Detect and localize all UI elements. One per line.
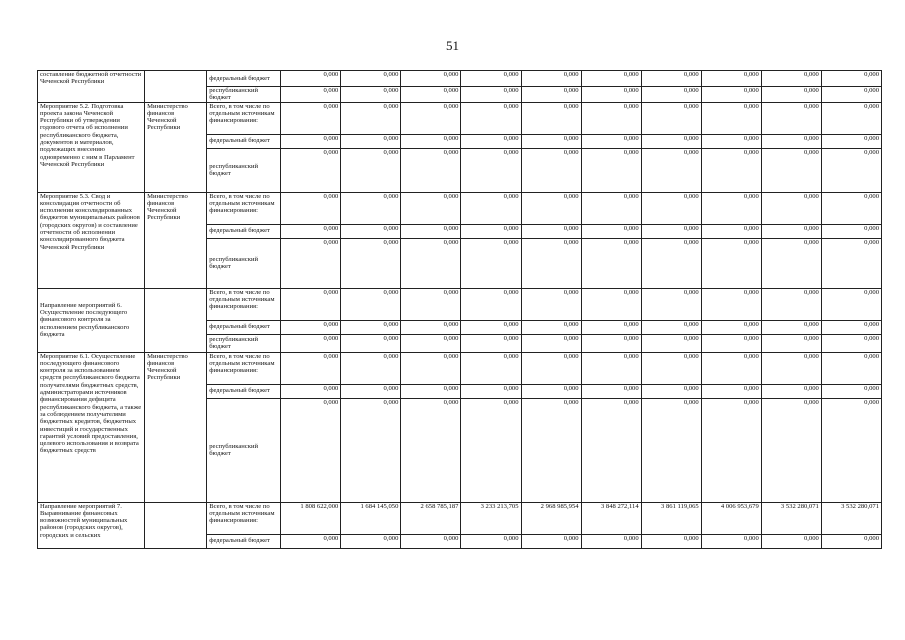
amount-cell: 0,000: [401, 224, 461, 238]
activity-name: Направление мероприятий 7. Выравнивание финансовых возможностей муниципальных районов (городских округов), городских и сельских: [38, 502, 145, 548]
amount-cell: 0,000: [401, 534, 461, 548]
activity-name: Мероприятие 5.3. Свод и консолидация отчетности об исполнении консолидированных бюджетов муниципальных районов (городских округов) и составление отчетности об исполнении консолидированного бюджета Чеченской Республики: [38, 192, 145, 288]
executor: [145, 502, 207, 548]
amount-cell: 0,000: [581, 352, 641, 384]
amount-cell: 0,000: [521, 320, 581, 334]
amount-cell: 0,000: [641, 320, 701, 334]
amount-cell: 0,000: [581, 534, 641, 548]
amount-cell: 0,000: [641, 87, 701, 103]
amount-cell: 0,000: [821, 148, 881, 192]
amount-cell: 0,000: [281, 384, 341, 398]
funding-source: федеральный бюджет: [207, 384, 281, 398]
executor: [145, 288, 207, 352]
amount-cell: 0,000: [341, 87, 401, 103]
page-number: 51: [446, 38, 459, 53]
amount-cell: 0,000: [821, 224, 881, 238]
amount-cell: 0,000: [821, 102, 881, 134]
amount-cell: 0,000: [401, 134, 461, 148]
amount-cell: 0,000: [521, 192, 581, 224]
amount-cell: 0,000: [761, 87, 821, 103]
amount-cell: 0,000: [341, 534, 401, 548]
amount-cell: 0,000: [521, 134, 581, 148]
amount-cell: 0,000: [521, 398, 581, 502]
amount-cell: 0,000: [761, 148, 821, 192]
budget-table: [37, 70, 882, 549]
amount-cell: 0,000: [761, 71, 821, 87]
amount-cell: 0,000: [521, 352, 581, 384]
amount-cell: 4 006 953,679: [701, 502, 761, 534]
table-row: [38, 352, 882, 384]
amount-cell: 3 861 119,065: [641, 502, 701, 534]
amount-cell: 0,000: [281, 224, 341, 238]
amount-cell: 0,000: [581, 224, 641, 238]
amount-cell: 0,000: [761, 398, 821, 502]
executor: Министерство финансов Чеченской Республики: [145, 192, 207, 288]
amount-cell: 0,000: [701, 352, 761, 384]
amount-cell: 0,000: [581, 320, 641, 334]
amount-cell: 0,000: [581, 134, 641, 148]
amount-cell: 0,000: [521, 288, 581, 320]
funding-source: Всего, в том числе по отдельным источникам финансирования:: [207, 192, 281, 224]
amount-cell: 0,000: [641, 534, 701, 548]
amount-cell: 0,000: [461, 102, 521, 134]
amount-cell: 0,000: [281, 534, 341, 548]
amount-cell: 0,000: [401, 334, 461, 352]
amount-cell: 0,000: [821, 352, 881, 384]
amount-cell: 0,000: [641, 238, 701, 288]
table-row: [38, 192, 882, 224]
amount-cell: 0,000: [461, 320, 521, 334]
amount-cell: 0,000: [821, 288, 881, 320]
amount-cell: 0,000: [461, 334, 521, 352]
amount-cell: 0,000: [281, 102, 341, 134]
amount-cell: 0,000: [761, 224, 821, 238]
amount-cell: 0,000: [461, 71, 521, 87]
table-row: [38, 102, 882, 134]
amount-cell: 0,000: [641, 224, 701, 238]
amount-cell: 0,000: [281, 238, 341, 288]
amount-cell: 0,000: [821, 71, 881, 87]
amount-cell: 0,000: [701, 87, 761, 103]
amount-cell: 0,000: [341, 134, 401, 148]
amount-cell: 0,000: [701, 398, 761, 502]
amount-cell: 0,000: [341, 398, 401, 502]
funding-source: федеральный бюджет: [207, 534, 281, 548]
amount-cell: 0,000: [581, 71, 641, 87]
amount-cell: 0,000: [281, 398, 341, 502]
funding-source: республиканский бюджет: [207, 148, 281, 192]
amount-cell: 0,000: [641, 192, 701, 224]
amount-cell: 0,000: [461, 238, 521, 288]
amount-cell: 0,000: [281, 334, 341, 352]
amount-cell: 0,000: [821, 384, 881, 398]
activity-name: Мероприятие 6.1. Осуществление последующего финансового контроля за использованием средств республиканского бюджета получателями бюджетных средств, администраторами источников финансирования дефицита республиканского бюджета, а также за соблюдением получателями бюджетных кредитов, бюджетных инвестиций и государственных гарантий условий предоставления, целевого использования и возврата бюджетных средств: [38, 352, 145, 502]
amount-cell: 0,000: [641, 334, 701, 352]
amount-cell: 0,000: [521, 238, 581, 288]
amount-cell: 0,000: [761, 192, 821, 224]
amount-cell: 0,000: [761, 352, 821, 384]
amount-cell: 0,000: [581, 288, 641, 320]
amount-cell: 0,000: [821, 320, 881, 334]
amount-cell: 0,000: [461, 534, 521, 548]
amount-cell: 0,000: [341, 71, 401, 87]
amount-cell: 0,000: [401, 320, 461, 334]
amount-cell: 0,000: [461, 192, 521, 224]
amount-cell: 0,000: [701, 192, 761, 224]
amount-cell: 0,000: [701, 238, 761, 288]
amount-cell: 0,000: [461, 352, 521, 384]
amount-cell: 2 658 785,187: [401, 502, 461, 534]
amount-cell: 0,000: [581, 384, 641, 398]
executor: Министерство финансов Чеченской Республики: [145, 102, 207, 192]
amount-cell: 0,000: [761, 384, 821, 398]
amount-cell: 0,000: [401, 384, 461, 398]
amount-cell: 0,000: [701, 534, 761, 548]
amount-cell: 0,000: [461, 134, 521, 148]
table-row: [38, 288, 882, 320]
amount-cell: 2 968 985,954: [521, 502, 581, 534]
amount-cell: 0,000: [821, 398, 881, 502]
amount-cell: 0,000: [461, 384, 521, 398]
amount-cell: 0,000: [701, 334, 761, 352]
amount-cell: 0,000: [401, 71, 461, 87]
amount-cell: 0,000: [701, 102, 761, 134]
amount-cell: 0,000: [581, 148, 641, 192]
amount-cell: 0,000: [401, 87, 461, 103]
amount-cell: 0,000: [581, 398, 641, 502]
amount-cell: 0,000: [401, 398, 461, 502]
amount-cell: 0,000: [341, 192, 401, 224]
amount-cell: 0,000: [581, 334, 641, 352]
amount-cell: 0,000: [521, 334, 581, 352]
amount-cell: 1 684 145,050: [341, 502, 401, 534]
amount-cell: 0,000: [281, 352, 341, 384]
amount-cell: 0,000: [581, 87, 641, 103]
funding-source: федеральный бюджет: [207, 134, 281, 148]
table-row: [38, 502, 882, 534]
funding-source: республиканский бюджет: [207, 238, 281, 288]
activity-name: Направление мероприятий 6. Осуществление последующего финансового контроля за исполнением республиканского бюджета: [38, 288, 145, 352]
amount-cell: 0,000: [341, 384, 401, 398]
amount-cell: 0,000: [521, 87, 581, 103]
amount-cell: 0,000: [341, 224, 401, 238]
amount-cell: 3 532 280,071: [761, 502, 821, 534]
amount-cell: 0,000: [281, 134, 341, 148]
amount-cell: 0,000: [641, 148, 701, 192]
activity-name: составление бюджетной отчетности Чеченской Республики: [38, 71, 145, 103]
amount-cell: 0,000: [521, 224, 581, 238]
amount-cell: 0,000: [341, 288, 401, 320]
amount-cell: 0,000: [521, 71, 581, 87]
amount-cell: 0,000: [401, 352, 461, 384]
amount-cell: 0,000: [581, 102, 641, 134]
amount-cell: 0,000: [461, 148, 521, 192]
executor: [145, 71, 207, 103]
amount-cell: 0,000: [341, 102, 401, 134]
funding-source: Всего, в том числе по отдельным источникам финансирования:: [207, 288, 281, 320]
funding-source: Всего, в том числе по отдельным источникам финансирования:: [207, 102, 281, 134]
funding-source: Всего, в том числе по отдельным источникам финансирования:: [207, 352, 281, 384]
funding-source: республиканский бюджет: [207, 334, 281, 352]
executor: Министерство финансов Чеченской Республики: [145, 352, 207, 502]
amount-cell: 0,000: [821, 334, 881, 352]
amount-cell: 0,000: [641, 352, 701, 384]
amount-cell: 0,000: [581, 238, 641, 288]
amount-cell: 0,000: [341, 334, 401, 352]
amount-cell: 0,000: [701, 320, 761, 334]
activity-name: Мероприятие 5.2. Подготовка проекта закона Чеченской Республики об утверждении годового отчета об исполнении республиканского бюджета, документов и материалов, подлежащих внесению одновременно с ним в Парламент Чеченской Республики: [38, 102, 145, 192]
funding-source: Всего, в том числе по отдельным источникам финансирования:: [207, 502, 281, 534]
amount-cell: 0,000: [281, 192, 341, 224]
amount-cell: 0,000: [521, 102, 581, 134]
amount-cell: 0,000: [341, 148, 401, 192]
amount-cell: 0,000: [461, 224, 521, 238]
amount-cell: 0,000: [761, 134, 821, 148]
amount-cell: 0,000: [701, 71, 761, 87]
amount-cell: 3 532 280,071: [821, 502, 881, 534]
amount-cell: 0,000: [461, 398, 521, 502]
amount-cell: 0,000: [761, 534, 821, 548]
amount-cell: 0,000: [281, 320, 341, 334]
amount-cell: 1 808 622,000: [281, 502, 341, 534]
amount-cell: 0,000: [341, 352, 401, 384]
amount-cell: 0,000: [761, 102, 821, 134]
amount-cell: 0,000: [281, 87, 341, 103]
table-body: [38, 71, 882, 549]
amount-cell: 0,000: [641, 102, 701, 134]
amount-cell: 0,000: [281, 148, 341, 192]
amount-cell: 0,000: [701, 224, 761, 238]
table-row: [38, 71, 882, 87]
amount-cell: 0,000: [461, 288, 521, 320]
amount-cell: 0,000: [821, 134, 881, 148]
amount-cell: 0,000: [701, 288, 761, 320]
amount-cell: 0,000: [521, 384, 581, 398]
amount-cell: 0,000: [821, 192, 881, 224]
amount-cell: 0,000: [521, 148, 581, 192]
funding-source: федеральный бюджет: [207, 224, 281, 238]
amount-cell: 0,000: [401, 238, 461, 288]
amount-cell: 0,000: [521, 534, 581, 548]
amount-cell: 0,000: [761, 238, 821, 288]
amount-cell: 0,000: [641, 398, 701, 502]
amount-cell: 0,000: [761, 320, 821, 334]
amount-cell: 0,000: [821, 238, 881, 288]
amount-cell: 0,000: [401, 102, 461, 134]
amount-cell: 0,000: [641, 384, 701, 398]
amount-cell: 0,000: [281, 288, 341, 320]
amount-cell: 0,000: [401, 148, 461, 192]
amount-cell: 0,000: [341, 320, 401, 334]
amount-cell: 0,000: [641, 288, 701, 320]
funding-source: республиканский бюджет: [207, 398, 281, 502]
amount-cell: 0,000: [821, 87, 881, 103]
amount-cell: 3 233 213,705: [461, 502, 521, 534]
amount-cell: 0,000: [701, 134, 761, 148]
amount-cell: 0,000: [341, 238, 401, 288]
amount-cell: 0,000: [641, 134, 701, 148]
amount-cell: 0,000: [701, 148, 761, 192]
amount-cell: 0,000: [761, 288, 821, 320]
amount-cell: 0,000: [281, 71, 341, 87]
amount-cell: 0,000: [761, 334, 821, 352]
amount-cell: 3 848 272,114: [581, 502, 641, 534]
amount-cell: 0,000: [581, 192, 641, 224]
funding-source: республиканский бюджет: [207, 87, 281, 103]
amount-cell: 0,000: [641, 71, 701, 87]
funding-source: федеральный бюджет: [207, 71, 281, 87]
amount-cell: 0,000: [401, 192, 461, 224]
funding-source: федеральный бюджет: [207, 320, 281, 334]
amount-cell: 0,000: [701, 384, 761, 398]
amount-cell: 0,000: [461, 87, 521, 103]
amount-cell: 0,000: [821, 534, 881, 548]
amount-cell: 0,000: [401, 288, 461, 320]
